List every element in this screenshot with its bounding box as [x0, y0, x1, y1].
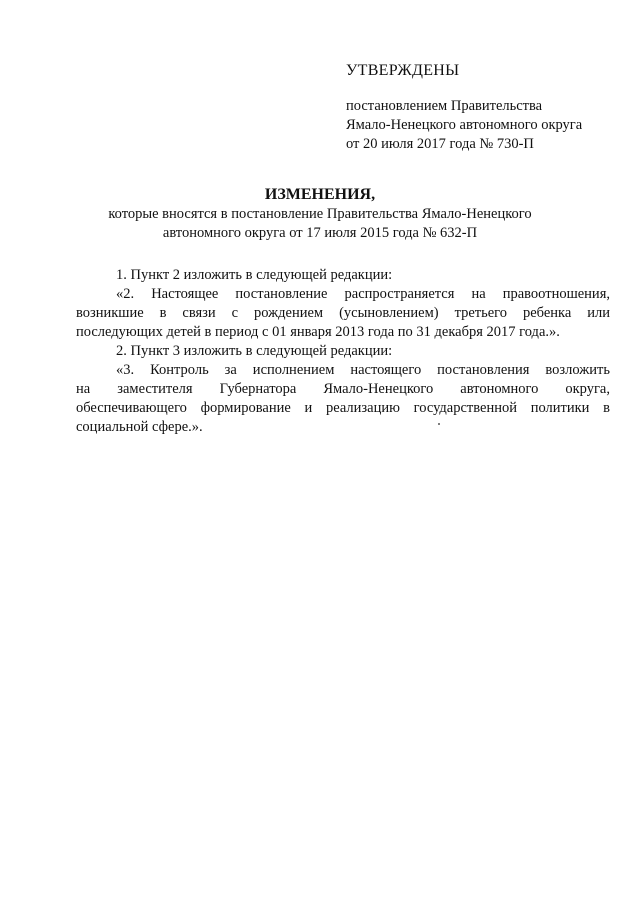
scan-speck [438, 423, 440, 425]
approval-block [346, 60, 626, 154]
heading-subtitle-line-2: автономного округа от 17 июля 2015 года № 632-П [162, 225, 478, 241]
approval-line-date-number: от 20 июля 2017 года № 730-П [346, 136, 534, 152]
item-2-text-line-4: социальной сфере.». [76, 419, 203, 435]
approval-line-resolution: постановлением Правительства [346, 98, 543, 114]
item-1-text-line-2: возникшие в связи с рождением (усыновлением) третьего ребенка или [76, 305, 610, 321]
approval-title: УТВЕРЖДЕНЫ [346, 62, 460, 79]
item-2-text-line-2: на заместителя Губернатора Ямало-Ненецкого автономного округа, [76, 381, 610, 397]
heading-title: ИЗМЕНЕНИЯ, [264, 186, 376, 203]
heading-subtitle-line-1: которые вносятся в постановление Правительства Ямало-Ненецкого [108, 206, 532, 222]
item-1-text-line-1: «2. Настоящее постановление распространяется на правоотношения, [116, 286, 610, 302]
document-body [76, 266, 610, 437]
document-heading [70, 185, 570, 243]
item-1-heading: 1. Пункт 2 изложить в следующей редакции: [116, 267, 393, 283]
approval-line-region: Ямало-Ненецкого автономного округа [346, 117, 583, 133]
item-2-heading: 2. Пункт 3 изложить в следующей редакции: [116, 343, 393, 359]
item-2-text-line-3: обеспечивающего формирование и реализацию государственной политики в [76, 400, 610, 416]
item-1-text-line-3: последующих детей в период с 01 января 2013 года по 31 декабря 2017 года.». [76, 324, 560, 340]
item-2-text-line-1: «3. Контроль за исполнением настоящего постановления возложить [116, 362, 610, 378]
